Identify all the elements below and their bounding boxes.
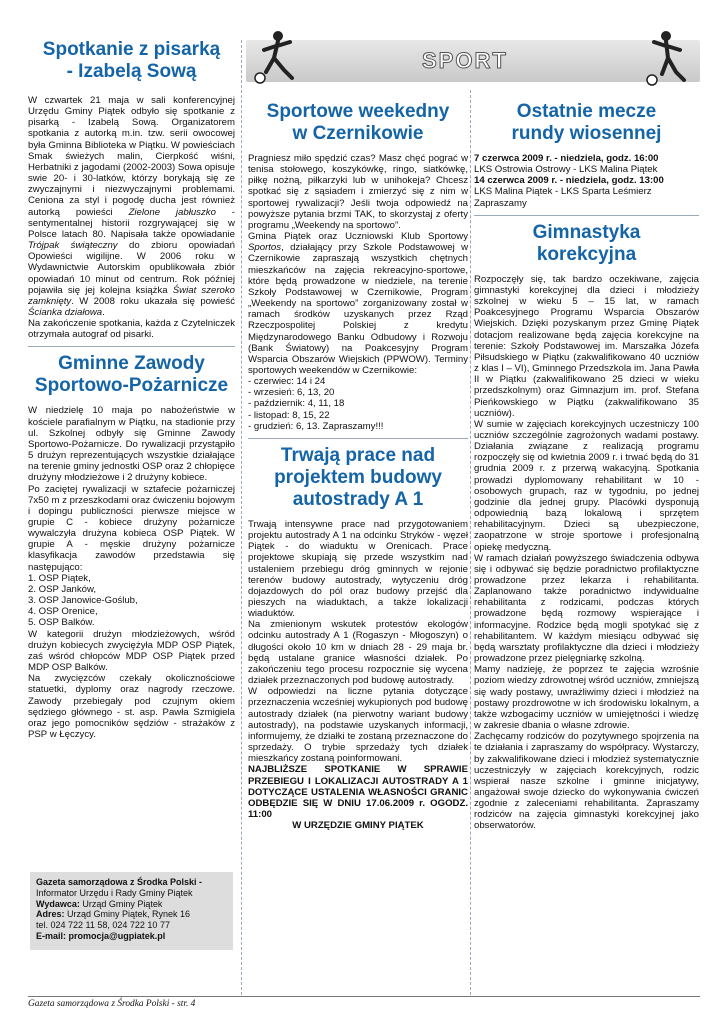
- list-item: - grudzień: 6, 13. Zapraszamy!!!: [248, 420, 384, 432]
- column-right: [474, 0, 699, 832]
- list-item: 4. OSP Orenice,: [28, 606, 98, 618]
- article-body: W czwartek 21 maja w sali konferencyjnej Urzędu Gminy Piątek odbyło się spotkanie z pisarką - Izabelą Sową. Organizatorem spotkania z autorką m.in. tzw. serii owocowej była Gminna Biblioteka w Piątku. W powieściach Smak świeżych malin, Cierpkość wiśni, Herbatniki z jagodami (2002-2003) Sowa opisuje swie 20- i 30-latków, którzy borykają się ze zwyczajnymi i niezwyczajnymi problemami. Ceniona za styl i pogodę ducha jest również autorką powieści Zielone jabłuszko - sentymentalnej historii rozgrywającej się w Polsce latach 80. Napisała także opowiadanie Trójpak świąteczny do zbioru opowiadań Opowieści wigilijne. W 2006 roku w Wydawnictwie Autorskim opublikowała zbiór opowiadań 10 minut od centrum. Rok później pojawiła się jej kolejna książka Świat szeroko zamknięty. W 2008 roku ukazała się powieść Ścianka działowa. Na zakończenie spotkania, każda z Czytelniczek otrzymała autograf od pisarki.: [28, 95, 236, 341]
- divider: [248, 438, 468, 439]
- article-body: Pragniesz miło spędzić czas? Masz chęć pograć w tenisa stołowego, koszykówkę, ringo, siatkówkę, piłkę nożną, piłkarzyki lub w unihokeja? Chcesz spotkać się z sąsiadem i zmierzyć się z nim w sportowej rywalizacji? Jeśli twoja odpowiedź na powyższe pytania brzmi TAK, to skorzystaj z oferty programu „Weekendy na sportowo”. Gmina Piątek oraz Uczniowski Klub Sportowy Sportos, działający przy Szkole Podstawowej w Czernikowie zapraszają wszystkich chętnych mieszkańców na zajęcia rekreacyjno-sportowe, które będą prowadzone w niedziele, na terenie Szkoły Podstawowej w Czernikowie, Program „Weekendy na sportowo” zorganizowany został w ramach środków uzyskanych przez Rząd Rzeczpospolitej Polskiej z kredytu Międzynarodowego Banku Odbudowy i Rozwoju (Bank Światowy) na Poakcesyjny Program Wsparcia Obszarów Wiejskich (PPWOW). Terminy sportowych weekendów w Czernikowie: - czerwiec: 14 i 24 - wrzesień: 6, 13, 20 - październik: 4, 11, 18 - listopad: 8, 15, 22 - grudzień: 6, 13. Zapraszamy!!!: [248, 153, 468, 432]
- article-body: 7 czerwca 2009 r. - niedziela, godz. 16:00 LKS Ostrowia Ostrowy - LKS Malina Piątek 14 czerwca 2009 r. - niedziela, godz. 13:00 LKS Malina Piątek - LKS Sparta Leśmierz Zapraszamy: [474, 153, 664, 209]
- column-divider: [241, 40, 242, 995]
- list-item: 5. OSP Balków.: [28, 617, 95, 629]
- divider: [28, 346, 235, 347]
- article-title: Gminne Zawody Sportowo-Pożarnicze: [34, 353, 229, 397]
- list-item: 1. OSP Piątek,: [28, 572, 91, 584]
- list-item: - listopad: 8, 15, 22: [248, 409, 330, 421]
- article-body: Rozpoczęły się, tak bardzo oczekiwane, zajęcia gimnastyki korekcyjnej dla dzieci i młodzieży szkolnej w wieku 5 – 15 lat, w ramach Poakcesyjnego Programu Wsparcia Obszarów Wiejskich. Dzięki pozyskanym przez Gminę Piątek dotacjom realizowane będą zajęcia korekcyjne na terenie: Szkoły Podstawowej im. Marszałka Józefa Piłsudskiego w Piątku (zakwalifikowano 40 uczniów z klas I – VI), Gminnego Przedszkola im. Jana Pawła II w Piątku (zakwalifikowano 25 dzieci w wieku przedszkolnym) oraz Gimnazjum im. prof. Stefana Pieńkowskiego w Piątku (zakwalifikowano 35 uczniów). W sumie w zajęciach korekcyjnych uczestniczy 100 uczniów szczególnie zagrożonych wadami postawy. Działania związane z realizacją programu rozpoczęły się od kwietnia 2009 r. i trwać będą do 31 grudnia 2009 r. z przerwą wakacyjną. Spotkania prowadzi dyplomowany rehabilitant w 10 - osobowych grupach, raz w tygodniu, po jednej godzinie dla jednej grupy. Placówki dysponują odpowiednią bazą lokalową i sprzętem rehabilitacyjnym. Dzieci są ubezpieczone, zaopatrzone w stroje sportowe i profesjonalną opiekę medyczną. W ramach działań powyższego świadczenia odbywa się i odbywać się będzie poradnictwo profilaktyczne prowadzone przez lekarza i rehabilitanta. Zaplanowano także poradnictwo indywidualne rehabilitanta z rodzicami, podczas których prowadzone będą rozmowy wspierające i informacyjne. Rodzice będą mogli spotykać się z rehabilitantem. W każdym miesiącu odbywać się będą warsztaty profilaktyczne dla dzieci i młodzieży prowadzone przez pielęgniarkę szkolną. Mamy nadzieję, że poprzez te zajęcia wzrośnie poziom wiedzy zdrowotnej wśród uczniów, zmniejszą się wady postawy, uwrażliwimy dzieci i młodzież na postawy prozdrowotne w ich środowisku lokalnym, a także wzbogacimy uczniów w umiejętności i wiedzę w zakresie dbania o własne zdrowie. Zachęcamy rodziców do pozytywnego spojrzenia na te działania i zapraszamy do współpracy. Wystarczy, by zakwalifikowane dzieci i młodzież systematycznie uczestniczyły w zajęciach korekcyjnych, rodzic wspierał nasze szkolne i gminne inicjatywy, angażował swoje dziecko do wykonywania ćwiczeń zgodnie z zaleceniami rehabilitanta. Zapraszamy rodziców na zajęcia gimnastyki korekcyjnej jako obserwatorów.: [474, 273, 700, 832]
- list-item: 2. OSP Janków,: [28, 583, 97, 595]
- list-item: - wrzesień: 6, 13, 20: [248, 387, 335, 399]
- column-divider: [470, 90, 471, 995]
- article-body: W niedzielę 10 maja po nabożeństwie w kościele parafialnym w Piątku, na stadionie przy ul. Szkolnej odbyły się Gminne Zawody Sportowo-Pożarnicze. Do rywalizacji przystąpiło 5 drużyn reprezentujących wszystkie działające na terenie gminy jednostki OSP oraz 2 chłopięce drużyny młodzieżowe i 2 drużyny kobiece. Po zaciętej rywalizacji w sztafecie pożarniczej 7x50 m z przeszkodami oraz ćwiczeniu bojowym i dopingu publiczności pierwsze miejsce w grupie C - kobiece drużyny pożarnicze wywalczyła drużyna kobieca OSP Piątek. W grupie A - męskie drużyny pożarnicze klasyfikacja zawodów przedstawia się następująco: 1. OSP Piątek, 2. OSP Janków, 3. OSP Janowice-Goślub, 4. OSP Orenice, 5. OSP Balków. W kategorii drużyn młodzieżowych, wśród drużyn kobiecych zwyciężyła MDP OSP Piątek, zaś wśród chłopców MDP OSP Piątek przed MDP OSP Balków. Na zwycięzców czekały okolicznościowe statuetki, dyplomy oraz nagrody rzeczowe. Zawody przebiegały pod czujnym okiem sędziego głównego - st. asp. Pawła Szmigiela oraz jego pomocników sędziów - strażaków z PSP w Łęczycy.: [28, 405, 235, 740]
- article-title: Sportowe weekedny w Czernikowie: [266, 101, 450, 144]
- article-title: Trwają prace nad projektem budowy autostrady A 1: [274, 444, 442, 510]
- list-item: - październik: 4, 11, 18: [248, 398, 345, 410]
- article-title: Ostatnie mecze rundy wiosennej: [511, 101, 662, 144]
- column-middle: [248, 0, 468, 831]
- publisher-info-box: Gazeta samorządowa z Środka Polski - Informator Urzędu i Rady Gminy Piątek Wydawca: Urząd Gminy Piątek Adres: Urząd Gminy Piątek, Rynek 16 tel. 024 722 11 58, 024 722 10 77 E-mail: promocja@ugpiatek.pl: [30, 872, 233, 950]
- page-footer: Gazeta samorządowa z Środka Polski - str. 4: [28, 996, 700, 1009]
- list-item: 3. OSP Janowice-Goślub,: [28, 595, 138, 607]
- column-left: [28, 0, 235, 740]
- article-title: Gimnastyka korekcyjna: [532, 221, 641, 265]
- list-item: - czerwiec: 14 i 24: [248, 376, 326, 388]
- section-title: SPORT: [422, 48, 508, 73]
- divider: [474, 215, 699, 216]
- article-body: Trwają intensywne prace nad przygotowaniem projektu autostrady A 1 na odcinku Stryków - węzeł Piątek - do wiaduktu w Orenicach. Prace projektowe skupiają się przede wszystkim nad ustaleniem przebiegu dróg gminnych w rejonie terenów budowy autostrady, wytyczeniu dróg dojazdowych do pól oraz budowy przejść dla pieszych na wiaduktach, a także lokalizacji wiaduktów. Na zmienionym wskutek protestów ekologów odcinku autostrady A 1 (Rogaszyn - Młogoszyn) o długości około 10 km w dniach 28 - 29 maja br. będą ustalane granice własności działek. Po zakończeniu tego procesu rozpocznie się wycena działek przeznaczonych pod budowę autostrady. W odpowiedzi na liczne pytania dotyczące przeznaczenia wcześniej wykupionych pod budowę autostrady działek (na pierwotny wariant budowy autostrady), na podstawie uzyskanych informacji, informujemy, że działki te zostaną przeznaczone do sprzedaży. O trybie sprzedaży tych działek mieszkańcy zostaną poinformowani. NAJBLIŻSZE SPOTKANIE W SPRAWIE PRZEBIEGU I LOKALIZACJI AUTOSTRADY A 1 DOTYCZĄCE USTALENIA WŁASNOŚCI GRANIC ODBĘDZIE SIĘ W DNIU 17.06.2009 r. OGODZ. 11:00 W URZĘDZIE GMINY PIĄTEK: [248, 518, 468, 832]
- article-title: Spotkanie z pisarką - Izabelą Sową: [42, 39, 221, 82]
